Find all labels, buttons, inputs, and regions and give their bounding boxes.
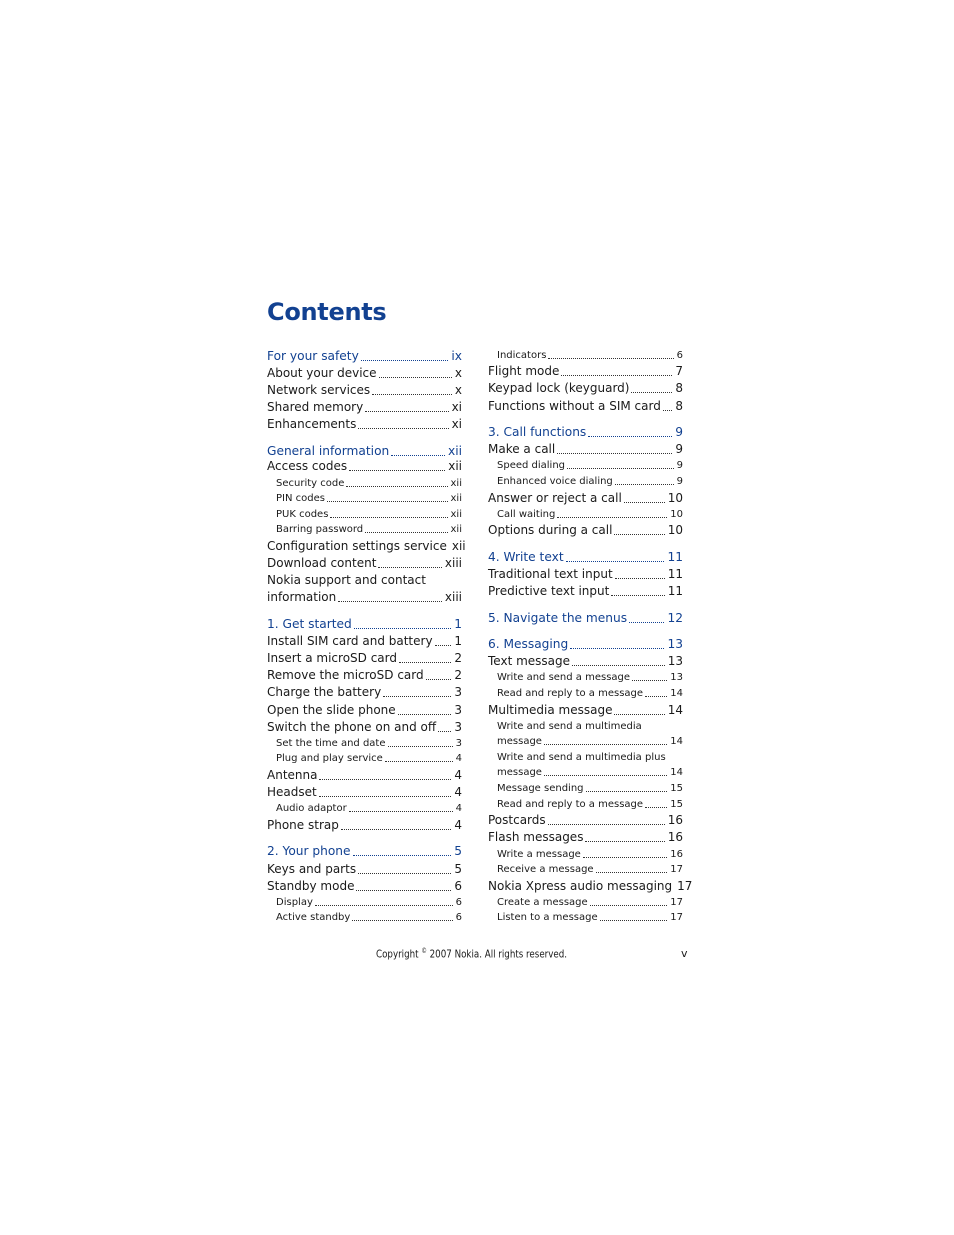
toc-page-number: 14 <box>670 688 683 699</box>
toc-entry-title: Call waiting <box>497 509 556 520</box>
dot-leader <box>566 561 665 562</box>
toc-page-number: 1 <box>454 634 462 648</box>
dot-leader <box>611 595 664 596</box>
dot-leader <box>372 394 452 395</box>
toc-page-number: 9 <box>676 460 683 471</box>
toc-page-number: ix <box>451 349 462 363</box>
toc-entry-title: Plug and play service <box>276 753 383 764</box>
right_column-entry <box>497 782 683 795</box>
toc-page-number: 9 <box>675 425 683 439</box>
toc-page-number: 13 <box>667 654 683 668</box>
toc-entry-title: Set the time and date <box>276 738 386 749</box>
left_column-entry <box>267 785 462 800</box>
dot-leader <box>557 517 667 518</box>
toc-entry-title: Headset <box>267 785 317 799</box>
toc-entry-title: Text message <box>488 654 571 668</box>
right_column-entry <box>497 798 683 811</box>
toc-page-number: 9 <box>675 442 683 456</box>
dot-leader <box>315 905 453 906</box>
toc-entry-title: Shared memory <box>267 400 364 414</box>
left_column-entry <box>267 366 462 381</box>
toc-entry-title: Active standby <box>276 912 351 923</box>
toc-page-number: 7 <box>675 364 683 378</box>
toc-entry-title: Message sending <box>497 783 584 794</box>
toc-page-number: 6 <box>455 912 462 923</box>
right_column-entry <box>488 830 683 845</box>
toc-page-number: xiii <box>444 556 462 570</box>
toc-entry-title: Open the slide phone <box>267 703 396 717</box>
toc-entry-title: Read and reply to a message <box>497 688 644 699</box>
dot-leader <box>615 578 665 579</box>
toc-entry-title: Download content <box>267 556 377 570</box>
page-title: Contents <box>267 298 387 326</box>
toc-entry-title: Listen to a message <box>497 912 598 923</box>
dot-leader <box>327 501 448 502</box>
right_column-entry <box>488 703 683 718</box>
dot-leader <box>385 761 453 762</box>
left_column-entry <box>267 844 462 859</box>
toc-entry-title: PUK codes <box>276 509 329 520</box>
copyright-text-start: Copyright <box>376 947 422 961</box>
toc-page-number: 10 <box>670 509 683 520</box>
toc-page-number: xii <box>450 524 462 535</box>
toc-entry-title: Answer or reject a call <box>488 491 622 505</box>
toc-page-number: 4 <box>454 785 462 799</box>
toc-entry-title: Nokia Xpress audio messaging <box>488 879 673 893</box>
dot-leader <box>548 358 673 359</box>
toc-entry-title: Write and send a multimedia <box>497 721 642 732</box>
toc-page-number: xii <box>448 444 462 458</box>
toc-entry-title: Multimedia message <box>488 703 613 717</box>
toc-entry-title: Configuration settings service <box>267 539 447 553</box>
left_column-entry <box>267 556 462 571</box>
left_column-entry <box>267 879 462 894</box>
dot-leader <box>629 622 664 623</box>
right_column-entry <box>488 399 683 414</box>
left_column-entry <box>276 911 462 924</box>
right_column-entry <box>488 523 683 538</box>
right_column-entry <box>497 911 683 924</box>
toc-page-number: 4 <box>454 768 462 782</box>
dot-leader <box>645 696 667 697</box>
toc-entry-title: General information <box>267 444 390 458</box>
dot-leader <box>583 857 667 858</box>
toc-page-number: xii <box>451 539 466 553</box>
dot-leader <box>438 731 451 732</box>
dot-leader <box>426 679 452 680</box>
toc-page-number: 2 <box>454 668 462 682</box>
left_column-entry <box>267 349 462 364</box>
dot-leader <box>588 436 672 437</box>
right_column-entry <box>488 637 683 652</box>
dot-leader <box>544 775 667 776</box>
left_column-entry <box>267 651 462 666</box>
toc-page-number: 4 <box>455 753 462 764</box>
toc-page-number: 6 <box>454 879 462 893</box>
toc-entry-title: 6. Messaging <box>488 637 569 651</box>
toc-page-number: 11 <box>667 567 683 581</box>
toc-page-number: 8 <box>675 381 683 395</box>
toc-page-number: xi <box>451 400 462 414</box>
toc-entry-title: Security code <box>276 478 345 489</box>
right_column-entry <box>497 687 683 700</box>
left_column-entry <box>267 417 462 432</box>
left_column-entry <box>267 634 462 649</box>
toc-page-number: 12 <box>667 611 683 625</box>
dot-leader <box>544 744 667 745</box>
toc-page-number: 3 <box>455 738 462 749</box>
toc-entry-title: Nokia support and contact <box>267 573 426 587</box>
toc-page-number: 17 <box>670 897 683 908</box>
dot-leader <box>570 648 664 649</box>
toc-entry-title: 1. Get started <box>267 617 352 631</box>
dot-leader <box>631 392 672 393</box>
dot-leader <box>358 428 448 429</box>
right_column-entry <box>497 671 683 684</box>
toc-entry-title: Switch the phone on and off <box>267 720 437 734</box>
toc-page-number: 16 <box>667 830 683 844</box>
right_column-entry <box>497 349 683 362</box>
right_column-entry <box>497 735 683 748</box>
toc-entry-title: About your device <box>267 366 377 380</box>
toc-entry-title: Make a call <box>488 442 556 456</box>
left_column-entry <box>267 444 462 459</box>
toc-page-number: 5 <box>454 862 462 876</box>
toc-entry-title: 4. Write text <box>488 550 564 564</box>
toc-page-number: 17 <box>670 864 683 875</box>
copyright-symbol: © <box>421 947 427 955</box>
toc-entry-title: Options during a call <box>488 523 613 537</box>
left_column-entry <box>276 508 462 521</box>
dot-leader <box>614 534 664 535</box>
left_column-entry <box>267 703 462 718</box>
toc-page-number: 10 <box>667 523 683 537</box>
left_column-entry <box>276 477 462 490</box>
toc-page-number: xiii <box>444 590 462 604</box>
toc-entry-title: PIN codes <box>276 493 325 504</box>
toc-page-number: 4 <box>454 818 462 832</box>
left_column-entry <box>267 685 462 700</box>
left_column-entry <box>267 539 466 554</box>
right_column-entry <box>488 491 683 506</box>
dot-leader <box>645 807 667 808</box>
toc-entry-title: Functions without a SIM card <box>488 399 661 413</box>
dot-leader <box>319 796 452 797</box>
left_column-entry <box>267 617 462 632</box>
dot-leader <box>354 628 452 629</box>
dot-leader <box>330 517 447 518</box>
toc-page-number: xii <box>448 459 462 473</box>
right_column-entry <box>488 381 683 396</box>
toc-page-number: 14 <box>670 767 683 778</box>
toc-entry-title: message <box>497 767 542 778</box>
dot-leader <box>356 890 451 891</box>
toc-page-number: 15 <box>670 799 683 810</box>
right_column-entry <box>488 611 683 626</box>
right_column-entry <box>488 364 683 379</box>
dot-leader <box>352 920 452 921</box>
dot-leader <box>624 502 665 503</box>
dot-leader <box>353 855 452 856</box>
toc-entry-title: Traditional text input <box>488 567 613 581</box>
toc-page-number: xi <box>451 417 462 431</box>
dot-leader <box>388 746 453 747</box>
left_column-entry <box>276 492 462 505</box>
toc-entry-title: 5. Navigate the menus <box>488 611 628 625</box>
toc-page-number: 15 <box>670 783 683 794</box>
copyright-text-end: 2007 Nokia. All rights reserved. <box>426 947 568 961</box>
toc-entry-title: Keypad lock (keyguard) <box>488 381 630 395</box>
dot-leader <box>349 470 445 471</box>
dot-leader <box>319 779 451 780</box>
dot-leader <box>561 375 672 376</box>
toc-entry-title: Standby mode <box>267 879 355 893</box>
toc-entry-title: Display <box>276 897 313 908</box>
toc-page-number: xii <box>450 493 462 504</box>
right_column-entry <box>488 654 683 669</box>
left_column-entry <box>276 802 462 815</box>
dot-leader <box>378 567 441 568</box>
dot-leader <box>567 468 674 469</box>
toc-page-number: x <box>454 383 462 397</box>
dot-leader <box>341 829 452 830</box>
right_column-entry <box>497 848 683 861</box>
left_column-entry <box>267 862 462 877</box>
dot-leader <box>399 662 451 663</box>
left_column-entry <box>276 752 462 765</box>
toc-page-number: xii <box>450 478 462 489</box>
toc-entry-title: message <box>497 736 542 747</box>
dot-leader <box>632 680 667 681</box>
toc-page-number: 8 <box>675 399 683 413</box>
toc-page-number: 4 <box>455 803 462 814</box>
right_column-entry <box>488 550 683 565</box>
left_column-entry <box>267 383 462 398</box>
dot-leader <box>615 484 674 485</box>
toc-page-number: 13 <box>670 672 683 683</box>
left_column-entry <box>267 459 462 474</box>
toc-entry-title: Enhancements <box>267 417 357 431</box>
toc-entry-title: Install SIM card and battery <box>267 634 433 648</box>
toc-entry-title: Read and reply to a message <box>497 799 644 810</box>
left_column-entry <box>267 668 462 683</box>
right_column-entry <box>497 896 683 909</box>
toc-entry-title: Flash messages <box>488 830 584 844</box>
left_column-entry <box>276 523 462 536</box>
right_column-entry <box>488 813 683 828</box>
right_column-entry <box>497 475 683 488</box>
toc-entry-title: information <box>267 590 337 604</box>
toc-page-number: x <box>454 366 462 380</box>
toc-page-number: 17 <box>670 912 683 923</box>
dot-leader <box>435 645 452 646</box>
dot-leader <box>383 696 451 697</box>
dot-leader <box>346 486 447 487</box>
left_column-entry <box>267 818 462 833</box>
dot-leader <box>663 410 673 411</box>
toc-entry-title: Create a message <box>497 897 588 908</box>
right_column-entry <box>497 459 683 472</box>
toc-page-number: 1 <box>454 617 462 631</box>
toc-entry-title: Network services <box>267 383 371 397</box>
toc-page-number: 5 <box>454 844 462 858</box>
dot-leader <box>557 453 672 454</box>
dot-leader <box>548 824 665 825</box>
toc-entry-title: Predictive text input <box>488 584 610 598</box>
right_column-entry <box>488 879 693 894</box>
toc-page-number: xii <box>450 509 462 520</box>
toc-page-number: 14 <box>670 736 683 747</box>
toc-entry-title: Write and send a message <box>497 672 631 683</box>
toc-page-number: 13 <box>667 637 683 651</box>
dot-leader <box>338 601 442 602</box>
left_column-entry <box>267 400 462 415</box>
toc-entry-title: Charge the battery <box>267 685 382 699</box>
right_column-entry <box>488 567 683 582</box>
toc-entry-title: Indicators <box>497 350 547 361</box>
toc-entry-title: Receive a message <box>497 864 594 875</box>
toc-entry-title: 2. Your phone <box>267 844 351 858</box>
dot-leader <box>600 920 668 921</box>
toc-entry-title: Keys and parts <box>267 862 357 876</box>
dot-leader <box>365 532 447 533</box>
toc-page-number: 16 <box>670 849 683 860</box>
dot-leader <box>365 411 448 412</box>
toc-page-number: 2 <box>454 651 462 665</box>
toc-page-number: 9 <box>676 476 683 487</box>
dot-leader <box>358 873 451 874</box>
left_column-entry <box>276 896 462 909</box>
toc-entry-title: Write a message <box>497 849 581 860</box>
toc-entry-title: For your safety <box>267 349 359 363</box>
right_column-entry <box>497 720 683 733</box>
dot-leader <box>590 905 668 906</box>
toc-entry-title: 3. Call functions <box>488 425 587 439</box>
right_column-entry <box>497 863 683 876</box>
right_column-entry <box>497 751 683 764</box>
right_column-entry <box>488 584 683 599</box>
left_column-entry <box>276 737 462 750</box>
toc-entry-title: Access codes <box>267 459 348 473</box>
page-number: v <box>681 947 688 960</box>
dot-leader <box>349 811 453 812</box>
right_column-entry <box>497 508 683 521</box>
toc-entry-title: Barring password <box>276 524 364 535</box>
toc-page-number: 11 <box>667 550 683 564</box>
toc-entry-title: Antenna <box>267 768 318 782</box>
toc-page-number: 16 <box>667 813 683 827</box>
toc-page-number: 6 <box>455 897 462 908</box>
copyright-notice <box>376 947 567 961</box>
left_column-entry <box>267 573 462 588</box>
dot-leader <box>379 377 452 378</box>
dot-leader <box>596 872 668 873</box>
toc-page-number: 10 <box>667 491 683 505</box>
toc-page-number: 6 <box>676 350 683 361</box>
left_column-entry <box>267 720 462 735</box>
dot-leader <box>614 714 664 715</box>
toc-page-number: 3 <box>454 703 462 717</box>
toc-entry-title: Write and send a multimedia plus <box>497 752 666 763</box>
toc-page-number: 17 <box>677 879 693 893</box>
dot-leader <box>572 665 665 666</box>
toc-entry-title: Remove the microSD card <box>267 668 424 682</box>
right_column-entry <box>488 425 683 440</box>
toc-page-number: 3 <box>454 720 462 734</box>
toc-page-number: 14 <box>667 703 683 717</box>
toc-page-number: 3 <box>454 685 462 699</box>
dot-leader <box>361 360 449 361</box>
toc-entry-title: Phone strap <box>267 818 339 832</box>
left_column-entry <box>267 768 462 783</box>
right_column-entry <box>488 442 683 457</box>
dot-leader <box>398 714 452 715</box>
toc-entry-title: Enhanced voice dialing <box>497 476 613 487</box>
right_column-entry <box>497 766 683 779</box>
toc-page-number: 11 <box>667 584 683 598</box>
toc-entry-title: Flight mode <box>488 364 560 378</box>
toc-entry-title: Speed dialing <box>497 460 566 471</box>
dot-leader <box>586 791 668 792</box>
dot-leader <box>585 841 664 842</box>
left_column-entry <box>267 590 462 605</box>
toc-entry-title: Postcards <box>488 813 546 827</box>
dot-leader <box>391 455 445 456</box>
toc-entry-title: Insert a microSD card <box>267 651 397 665</box>
toc-entry-title: Audio adaptor <box>276 803 347 814</box>
